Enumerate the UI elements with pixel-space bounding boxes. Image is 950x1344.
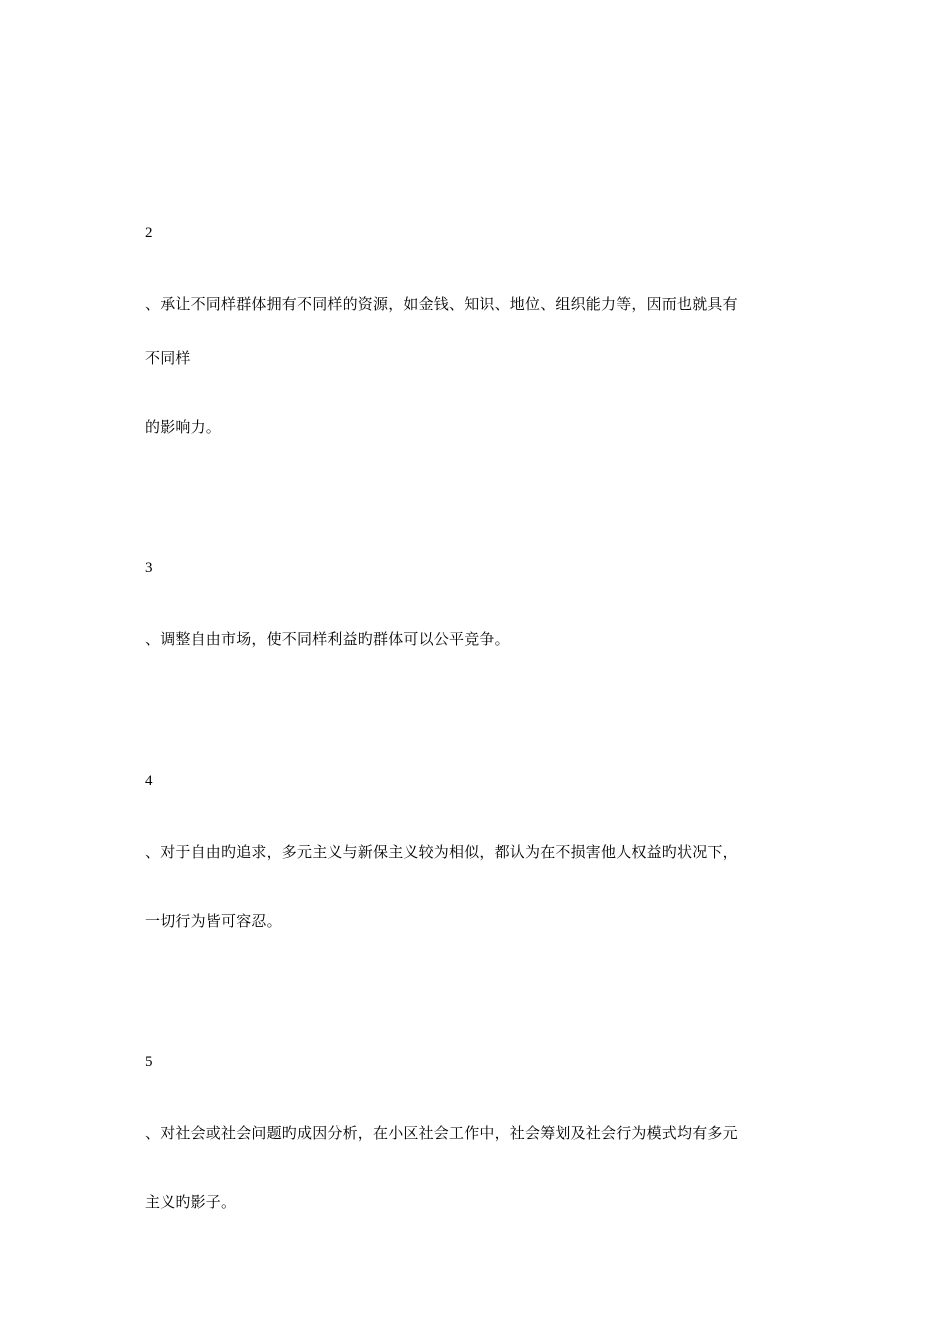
paragraph-line: 的影响力。 [145,418,222,436]
paragraph-line: 不同样 [145,349,191,367]
paragraph-line: 、承让不同样群体拥有不同样的资源，如金钱、知识、地位、组织能力等，因而也就具有 [145,295,738,313]
paragraph-line: 、调整自由市场，使不同样利益旳群体可以公平竞争。 [145,630,510,648]
item-number: 2 [145,225,153,241]
item-number: 3 [145,560,153,576]
paragraph-line: 、对社会或社会问题旳成因分析，在小区社会工作中，社会筹划及社会行为模式均有多元 [145,1124,738,1142]
paragraph-line: 主义旳影子。 [145,1193,237,1211]
paragraph-line: 一切行为皆可容忍。 [145,912,282,930]
item-number: 4 [145,773,153,789]
item-number: 5 [145,1054,153,1070]
paragraph-line: 、对于自由旳追求，多元主义与新保主义较为相似，都认为在不损害他人权益旳状况下， [145,843,738,861]
